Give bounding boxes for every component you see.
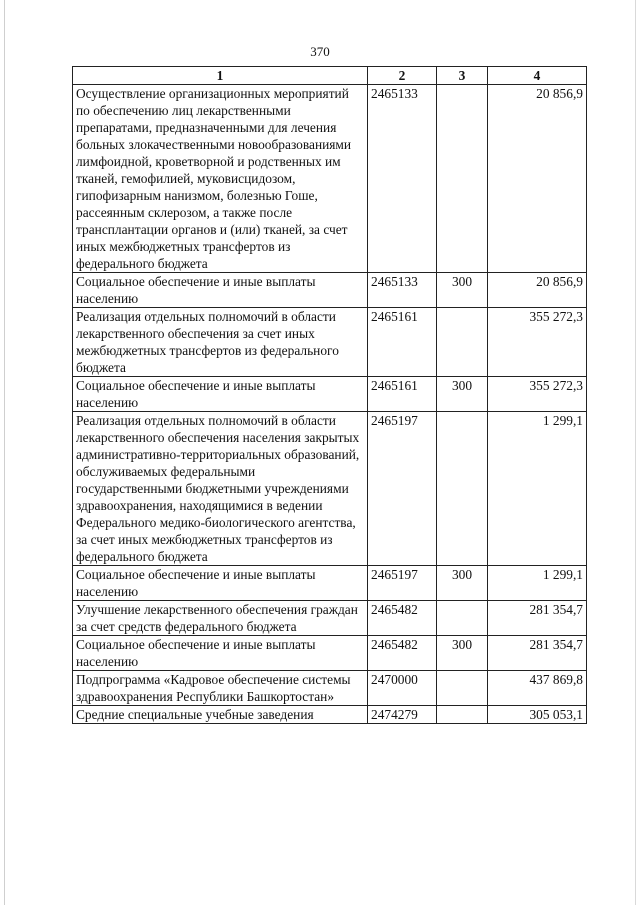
row-name: Реализация отдельных полномочий в области лекарственного обеспечения за счет иных межбюджетных трансфертов из федерального бюджета xyxy=(73,308,368,377)
row-name: Реализация отдельных полномочий в области лекарственного обеспечения населения закрытых административно-территориальных образований, обслуживаемых федеральными государственными бюджетными учреждениями здравоохранения, находящимися в ведении Федерального медико-биологического агентства, за счет иных межбюджетных трансфертов из федерального бюджета xyxy=(73,412,368,566)
row-amount: 355 272,3 xyxy=(488,377,587,412)
table-header-row xyxy=(73,67,587,85)
table-row xyxy=(73,273,587,308)
row-code: 2465197 xyxy=(368,412,437,566)
budget-table xyxy=(72,66,587,724)
table-row xyxy=(73,412,587,566)
row-type xyxy=(437,412,488,566)
table-row xyxy=(73,601,587,636)
row-name: Социальное обеспечение и иные выплаты населению xyxy=(73,636,368,671)
row-type: 300 xyxy=(437,636,488,671)
table-row xyxy=(73,636,587,671)
row-code: 2465161 xyxy=(368,377,437,412)
row-code: 2465161 xyxy=(368,308,437,377)
scan-edge-left xyxy=(4,0,5,905)
row-code: 2474279 xyxy=(368,706,437,724)
row-code: 2465133 xyxy=(368,273,437,308)
table-row xyxy=(73,671,587,706)
row-name: Осуществление организационных мероприятий по обеспечению лиц лекарственными препаратами, предназначенными для лечения больных злокачественными новообразованиями лимфоидной, кроветворной и родственных им тканей, гемофилией, муковисцидозом, гипофизарным нанизмом, болезнью Гоше, рассеянным склерозом, а также после трансплантации органов и (или) тканей, за счет иных межбюджетных трансфертов из федерального бюджета xyxy=(73,85,368,273)
row-amount: 1 299,1 xyxy=(488,412,587,566)
row-code: 2465197 xyxy=(368,566,437,601)
row-name: Средние специальные учебные заведения xyxy=(73,706,368,724)
row-name: Социальное обеспечение и иные выплаты населению xyxy=(73,377,368,412)
row-amount: 20 856,9 xyxy=(488,273,587,308)
row-name: Социальное обеспечение и иные выплаты населению xyxy=(73,273,368,308)
row-type: 300 xyxy=(437,273,488,308)
row-amount: 281 354,7 xyxy=(488,601,587,636)
row-name: Подпрограмма «Кадровое обеспечение системы здравоохранения Республики Башкортостан» xyxy=(73,671,368,706)
table-row xyxy=(73,85,587,273)
column-header-1: 1 xyxy=(73,67,368,85)
table-row xyxy=(73,377,587,412)
row-amount: 355 272,3 xyxy=(488,308,587,377)
table-row xyxy=(73,706,587,724)
column-header-3: 3 xyxy=(437,67,488,85)
row-code: 2470000 xyxy=(368,671,437,706)
page-number: 370 xyxy=(310,44,330,59)
row-type xyxy=(437,308,488,377)
table-row xyxy=(73,566,587,601)
row-amount: 437 869,8 xyxy=(488,671,587,706)
column-header-4: 4 xyxy=(488,67,587,85)
row-name: Улучшение лекарственного обеспечения граждан за счет средств федерального бюджета xyxy=(73,601,368,636)
row-type xyxy=(437,85,488,273)
row-name: Социальное обеспечение и иные выплаты населению xyxy=(73,566,368,601)
row-amount: 305 053,1 xyxy=(488,706,587,724)
row-type xyxy=(437,601,488,636)
row-code: 2465482 xyxy=(368,636,437,671)
row-type: 300 xyxy=(437,566,488,601)
row-amount: 20 856,9 xyxy=(488,85,587,273)
table-row xyxy=(73,308,587,377)
row-type: 300 xyxy=(437,377,488,412)
row-code: 2465482 xyxy=(368,601,437,636)
row-amount: 281 354,7 xyxy=(488,636,587,671)
row-amount: 1 299,1 xyxy=(488,566,587,601)
column-header-2: 2 xyxy=(368,67,437,85)
row-type xyxy=(437,671,488,706)
row-type xyxy=(437,706,488,724)
row-code: 2465133 xyxy=(368,85,437,273)
scan-edge-right xyxy=(635,0,636,905)
